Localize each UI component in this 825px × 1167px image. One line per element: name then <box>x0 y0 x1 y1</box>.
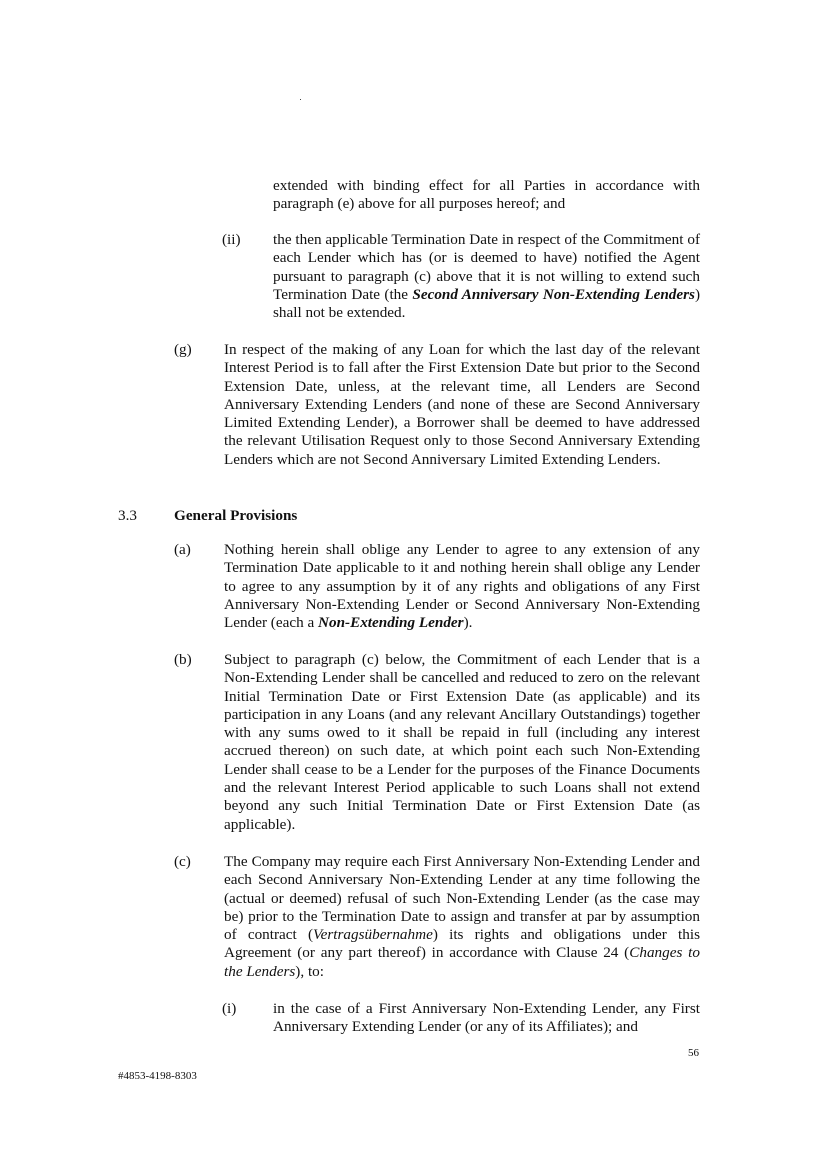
item-ii-text <box>273 231 700 322</box>
paragraph-continuation <box>273 177 700 214</box>
continuation-text: extended with binding effect for all Parties in accordance with paragraph (e) above for all purposes hereof; and <box>273 177 700 213</box>
item-g-text: In respect of the making of any Loan for which the last day of the relevant Interest Period is to fall after the First Extension Date but prior to the Second Extension Date, unless, at the relevant time, all Lenders are Second Anniversary Extending Lenders (and none of these are Second Anniversary Limited Extending Lender), a Borrower shall be deemed to have addressed the relevant Utilisation Request only to those Second Anniversary Extending Lenders which are not Second Anniversary Limited Extending Lenders. <box>224 341 700 468</box>
item-a-text-part: ). <box>463 614 473 632</box>
clause-reference: Changes to the Lenders <box>224 944 700 980</box>
item-b-label: (b) <box>174 651 192 668</box>
item-c-text-part: ) its rights and obligations under this Agreement (or any part thereof) in accordance with Clause 24 ( <box>224 926 701 962</box>
item-ii-text-part: ) shall not be extended. <box>273 285 700 322</box>
item-c-text-part: The Company may require each First Anniversary Non-Extending Lender and each Second Anniversary Non-Extending Lender at any time following the (actual or deemed) refusal of such Non-Extending Lender (as the case may be) prior to the Termination Date to assign and transfer at par by assumption of contract ( <box>224 853 700 944</box>
defined-term: Second Anniversary Non-Extending Lenders <box>412 285 695 303</box>
scan-speck <box>300 99 301 100</box>
item-c-i-label: (i) <box>222 1000 237 1017</box>
item-ii-label: (ii) <box>222 231 241 248</box>
item-c-label: (c) <box>174 853 191 870</box>
item-a-text-part: Nothing herein shall oblige any Lender to agree to any extension of any Termination Date applicable to it and nothing herein shall oblige any Lender to agree to any assumption by it of any rights and obligations of any First Anniversary Non-Extending Lender or Second Anniversary Non-Extending Lender (each a <box>224 541 700 632</box>
german-term: Vertragsübernahme <box>313 926 433 944</box>
item-c-text <box>224 853 700 981</box>
section-number: 3.3 <box>118 507 137 524</box>
item-a-text <box>224 541 700 632</box>
item-ii-text-part: the then applicable Termination Date in respect of the Commitment of each Lender which has (or is deemed to have) notified the Agent pursuant to paragraph (c) above that it is not willing to extend such Termination Date (the <box>273 231 700 303</box>
page-number: 56 <box>688 1047 699 1059</box>
item-c-text-part: ), to: <box>295 962 324 980</box>
section-title: General Provisions <box>174 507 298 524</box>
item-c-i-text: in the case of a First Anniversary Non-Extending Lender, any First Anniversary Extending Lender (or any of its Affiliates); and <box>273 1000 700 1036</box>
defined-term: Non-Extending Lender <box>318 614 464 632</box>
item-b-text: Subject to paragraph (c) below, the Commitment of each Lender that is a Non-Extending Lender shall be cancelled and reduced to zero on the relevant Initial Termination Date or First Extension Date (as applicable) and its participation in any Loans (and any relevant Ancillary Outstandings) together with any sums owed to it shall be repaid in full (including any interest accrued thereon) on such date, at which point each such Non-Extending Lender shall cease to be a Lender for the purposes of the Finance Documents and the relevant Interest Period applicable to such Loans shall not extend beyond any such Initial Termination Date or First Extension Date (as applicable). <box>224 651 700 833</box>
item-g-label: (g) <box>174 341 192 358</box>
document-reference: #4853-4198-8303 <box>118 1070 197 1082</box>
item-a-label: (a) <box>174 541 191 558</box>
